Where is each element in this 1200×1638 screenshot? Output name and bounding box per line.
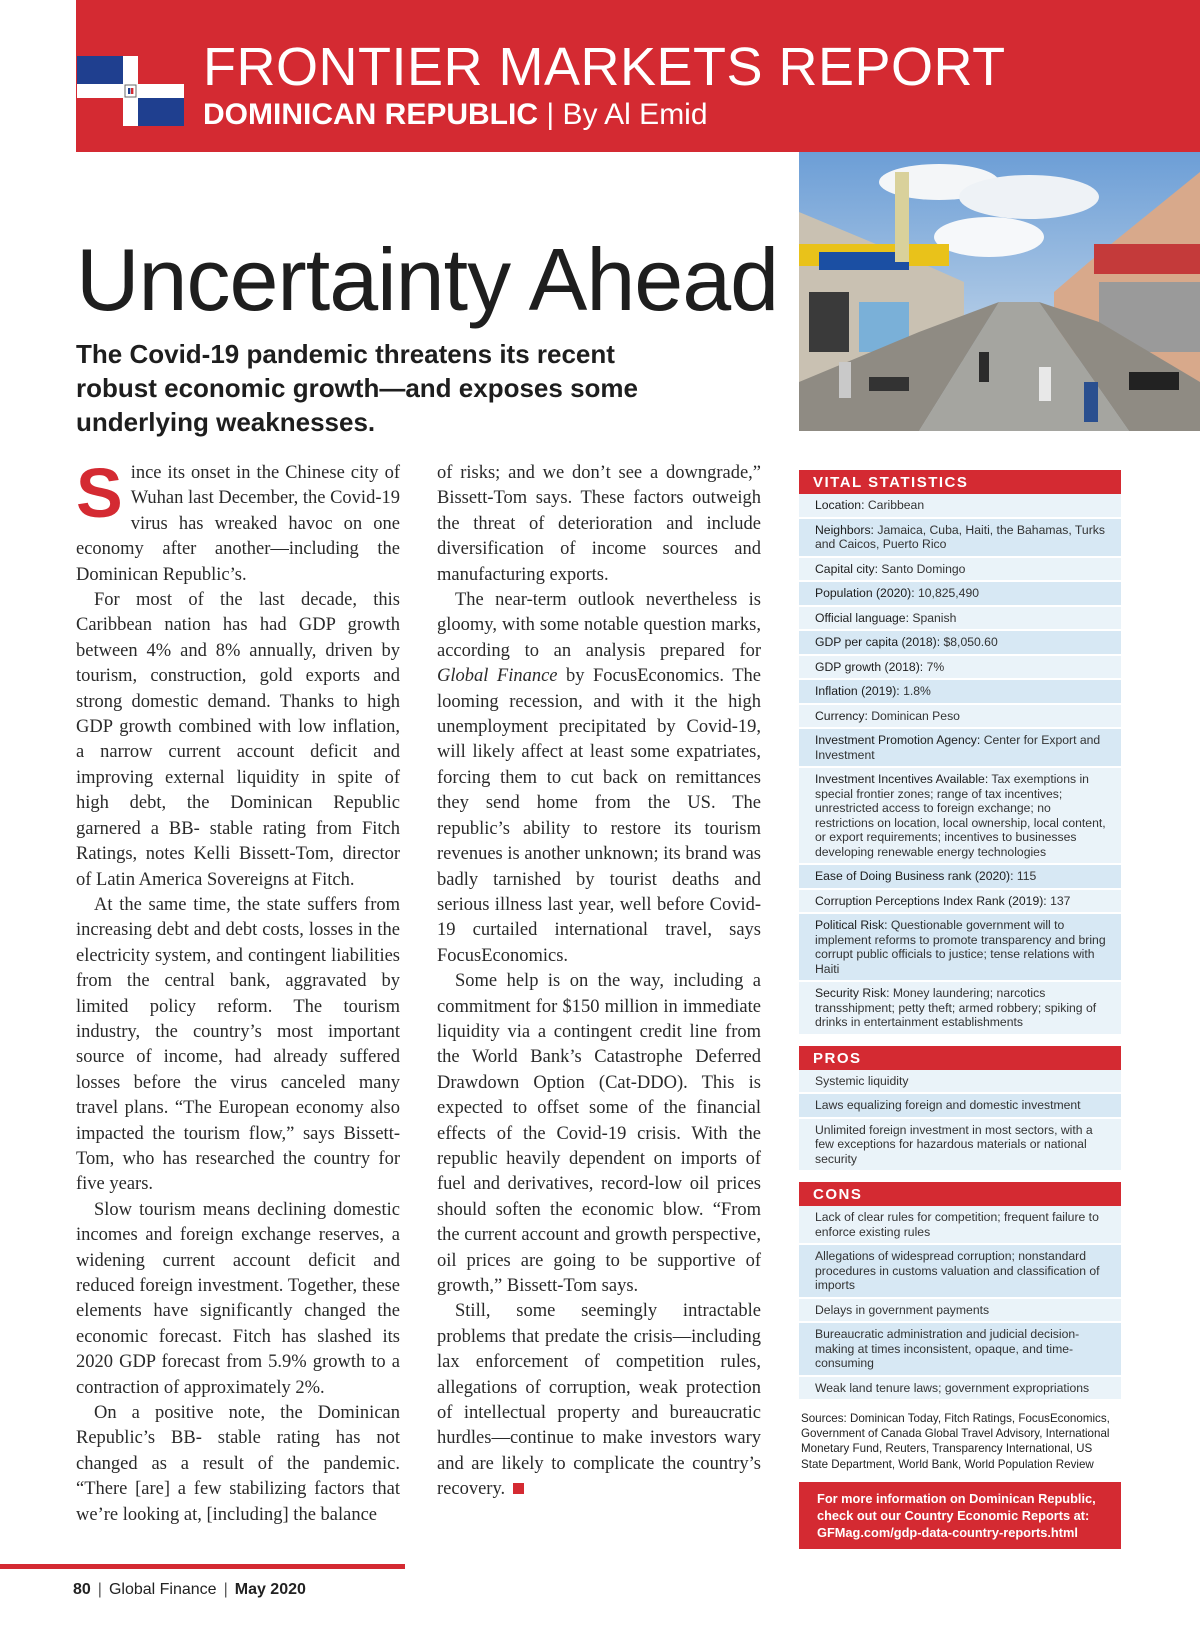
- page-footer: [73, 1581, 306, 1599]
- drop-cap: S: [76, 454, 123, 532]
- paragraph: Slow tourism means declining domestic incomes and foreign exchange reserves, a widening current account deficit and reduced foreign investment. Together, these elements have significantly changed the economic forecast. Fitch has slashed its 2020 GDP forecast from 5.9% growth to a contraction of approximately 2%.: [76, 1199, 400, 1398]
- paragraph-text: The near-term outlook nevertheless is gloomy, with some notable question marks, according to an analysis prepared for: [437, 590, 761, 661]
- stat-label: Currency:: [815, 708, 868, 723]
- footer-separator: |: [97, 1581, 102, 1598]
- paragraph: Some help is on the way, including a commitment for $150 million in immediate liquidity via a contingent credit line from the World Bank’s Catastrophe Deferred Drawdown Option (Cat-DDO). This is expected to offset some of the financial effects of the Covid-19 crisis. With the republic heavily dependent on imports of fuel and derivatives, record-low oil prices should soften the economic blow. “From the current account and growth perspective, oil prices are going to be supportive of growth,” Bissett-Tom says.: [437, 971, 761, 1296]
- stat-value: Santo Domingo: [881, 561, 966, 576]
- list-item: Systemic liquidity: [799, 1070, 1121, 1095]
- vital-stat-row: [799, 729, 1121, 768]
- list-item: Delays in government payments: [799, 1299, 1121, 1324]
- byline-separator: |: [546, 98, 555, 131]
- vital-stat-row: [799, 865, 1121, 890]
- vital-stat-row: [799, 890, 1121, 915]
- stat-value: $8,050.60: [943, 635, 998, 649]
- stat-label: Political Risk:: [815, 918, 888, 932]
- stat-label: Capital city:: [815, 561, 878, 576]
- dominican-republic-flag-icon: [77, 56, 184, 126]
- paragraph: At the same time, the state suffers from increasing debt and debt costs, losses in the electricity system, and contingent liabilities from the central bank, aggravated by limited policy reform. The tourism industry, the country’s most important source of income, had already suffered losses before the virus canceled many travel plans. “The European economy also impacted the tourism flow,” says Bissett-Tom, who has researched the country for five years.: [76, 894, 400, 1195]
- more-info-box: For more information on Dominican Republic, check out our Country Economic Reports at: GFMag.com/gdp-data-country-reports.html: [799, 1482, 1121, 1549]
- list-item: Bureaucratic administration and judicial decision-making at times inconsistent, opaque, and time-consuming: [799, 1323, 1121, 1377]
- stat-label: Security Risk:: [815, 986, 890, 1000]
- vital-stat-row: [799, 705, 1121, 730]
- sources-note: Sources: Dominican Today, Fitch Ratings, FocusEconomics, Government of Canada Global Travel Advisory, International Monetary Fund, Reuters, Transparency International, US State Department, World Bank, World Population Review: [801, 1412, 1110, 1471]
- article-column-1: [76, 454, 400, 1528]
- stat-value: Spanish: [912, 610, 957, 625]
- vital-stat-row: [799, 631, 1121, 656]
- footer-separator: |: [223, 1581, 228, 1598]
- paragraph: of risks; and we don’t see a downgrade,” Bissett-Tom says. These factors outweigh the threat of deterioration and include diversification of income sources and manufacturing exports.: [437, 463, 761, 585]
- country-name: DOMINICAN REPUBLIC: [203, 98, 538, 131]
- vital-stat-row: [799, 982, 1121, 1036]
- vital-stat-row: [799, 914, 1121, 982]
- report-subtitle: [203, 100, 708, 130]
- list-item: Unlimited foreign investment in most sectors, with a few exceptions for hazardous materials or national security: [799, 1119, 1121, 1173]
- pros-heading: PROS: [799, 1046, 1121, 1070]
- stat-value: Money laundering; narcotics transshipment; petty theft; armed robbery; spiking of drinks in entertainment establishments: [815, 986, 1097, 1029]
- issue-date: May 2020: [234, 1581, 306, 1598]
- stat-label: Investment Incentives Available:: [815, 772, 989, 786]
- pros-list: [799, 1070, 1121, 1173]
- stat-value: 7%: [926, 659, 945, 674]
- paragraph-text: ince its onset in the Chinese city of Wuhan last December, the Covid-19 virus has wreaked havoc on one economy after another—including the Dominican Republic’s.: [76, 463, 400, 585]
- article-deck: The Covid-19 pandemic threatens its recent robust economic growth—and exposes some underlying weaknesses.: [76, 339, 638, 437]
- paragraph-text: by FocusEconomics. The looming recession, and with it the high unemployment precipitated by Covid-19, will likely affect at least some expatriates, forcing them to cut back on remittances they send home from the US. The republic’s ability to restore its tourism revenues is another unknown; its brand was badly tarnished by tourist deaths and serious illness last year, well before Covid-19 curtailed international travel, says FocusEconomics.: [437, 666, 761, 966]
- cons-heading: CONS: [799, 1182, 1121, 1206]
- stat-label: Corruption Perceptions Index Rank (2019):: [815, 893, 1047, 908]
- paragraph: [437, 1299, 761, 1502]
- stat-label: Location:: [815, 498, 865, 512]
- stat-value: Center for Export and Investment: [815, 733, 1101, 762]
- article-column-2: [437, 461, 761, 1503]
- vital-statistics-list: [799, 494, 1121, 1036]
- vital-stat-row: [799, 768, 1121, 865]
- stat-label: GDP growth (2018):: [815, 659, 924, 674]
- vital-stat-row: [799, 656, 1121, 681]
- list-item: Laws equalizing foreign and domestic investment: [799, 1094, 1121, 1119]
- paragraph: [437, 588, 761, 969]
- stat-label: Investment Promotion Agency:: [815, 733, 981, 747]
- paragraph-text: Still, some seemingly intractable problems that predate the crisis—including lax enforcement of competition rules, allegations of corruption, weak protection of intellectual property and bureaucratic hurdles—continue to make investors wary and are likely to complicate the country’s recovery.: [437, 1301, 761, 1500]
- report-title: FRONTIER MARKETS REPORT: [203, 37, 1006, 97]
- stat-value: 137: [1050, 893, 1071, 908]
- stat-label: Inflation (2019):: [815, 684, 900, 698]
- stat-label: Population (2020):: [815, 586, 915, 600]
- byline: By Al Emid: [562, 98, 708, 131]
- stat-value: 1.8%: [903, 684, 931, 698]
- end-mark-icon: [513, 1483, 524, 1494]
- stat-label: GDP per capita (2018):: [815, 635, 941, 649]
- stat-value: 115: [1016, 869, 1037, 883]
- vital-stat-row: [799, 607, 1121, 632]
- street-photo: [799, 152, 1200, 431]
- list-item: Allegations of widespread corruption; nonstandard procedures in customs valuation and classification of imports: [799, 1245, 1121, 1299]
- stat-value: Caribbean: [867, 498, 925, 512]
- publication-name: Global Finance: [108, 1581, 217, 1598]
- vital-statistics-heading: VITAL STATISTICS: [799, 470, 1121, 494]
- stat-value: Tax exemptions in special frontier zones; range of tax incentives; unrestricted access to foreign exchange; no restrictions on location, local ownership, local content, or export requirements; incentives to businesses developing renewable energy technologies: [815, 772, 1106, 859]
- stat-value: Questionable government will to implement reforms to promote transparency and bring corrupt public officials to justice; tense relations with Haiti: [815, 918, 1106, 976]
- stat-label: Neighbors:: [815, 522, 874, 537]
- footer-rule: [0, 1564, 405, 1569]
- list-item: Weak land tenure laws; government expropriations: [799, 1377, 1121, 1402]
- vital-stat-row: [799, 558, 1121, 583]
- paragraph: For most of the last decade, this Caribbean nation has had GDP growth between 4% and 8% annually, driven by tourism, construction, gold exports and strong domestic demand. Thanks to high GDP growth combined with low inflation, a narrow current account deficit and improving external liquidity in spite of high debt, the Dominican Republic garnered a BB- stable rating from Fitch Ratings, notes Kelli Bissett-Tom, director of Latin America Sovereigns at Fitch.: [76, 590, 400, 890]
- paragraph: [76, 454, 400, 588]
- cons-list: [799, 1206, 1121, 1401]
- stat-value: 10,825,490: [918, 586, 979, 600]
- paragraph: On a positive note, the Dominican Republic’s BB- stable rating has not changed as a result of the pandemic. “There [are] a few stabilizing factors that we’re looking at, [including] the balance: [76, 1403, 400, 1525]
- article-headline: Uncertainty Ahead: [76, 230, 779, 329]
- vital-stat-row: [799, 519, 1121, 558]
- sidebar: [799, 470, 1121, 1549]
- stat-value: Dominican Peso: [871, 708, 960, 723]
- vital-stat-row: [799, 582, 1121, 607]
- vital-stat-row: [799, 494, 1121, 519]
- stat-label: Ease of Doing Business rank (2020):: [815, 869, 1014, 883]
- vital-stat-row: [799, 680, 1121, 705]
- list-item: Lack of clear rules for competition; frequent failure to enforce existing rules: [799, 1206, 1121, 1245]
- stat-value: Jamaica, Cuba, Haiti, the Bahamas, Turks and Caicos, Puerto Rico: [815, 522, 1105, 551]
- page-number: 80: [73, 1581, 91, 1598]
- stat-label: Official language:: [815, 610, 909, 625]
- publication-name: Global Finance: [437, 666, 558, 687]
